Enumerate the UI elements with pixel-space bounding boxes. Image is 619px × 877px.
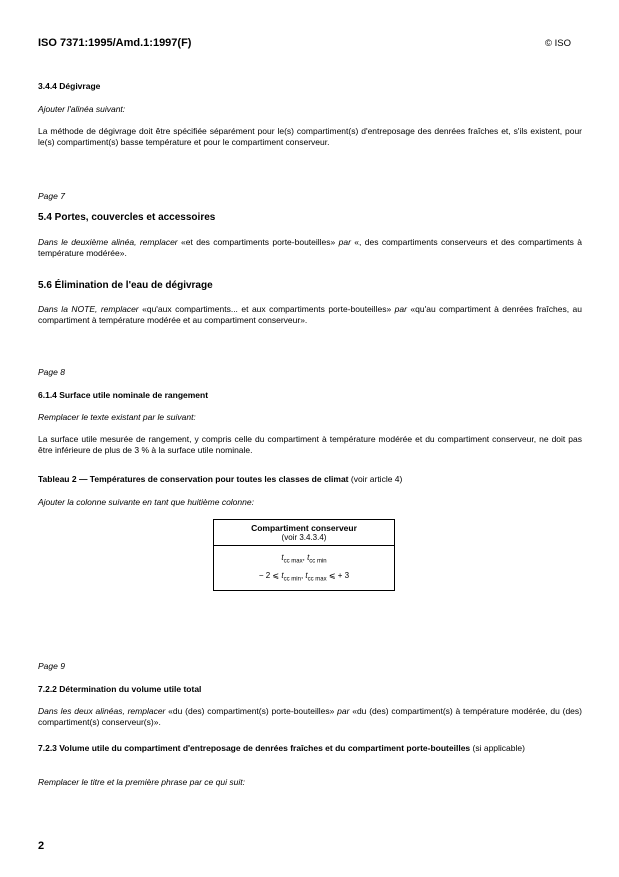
section-6-1-4-heading: 6.1.4 Surface utile nominale de rangement bbox=[38, 390, 209, 400]
section-5-6-instr-a: Dans la NOTE, remplacer bbox=[38, 304, 139, 314]
section-7-2-2-body bbox=[38, 706, 582, 728]
page-9-label: Page 9 bbox=[38, 661, 65, 671]
section-7-2-2-instr-b: par bbox=[337, 706, 350, 716]
section-5-6-body bbox=[38, 304, 582, 326]
t-symbol: t bbox=[305, 570, 308, 580]
table-2-caption bbox=[38, 474, 402, 484]
section-6-1-4-instruction: Remplacer le texte existant par le suivant: bbox=[38, 412, 196, 422]
section-5-4-quote-a: «et des compartiments porte-bouteilles» bbox=[177, 237, 339, 247]
section-3-4-4-heading: 3.4.4 Dégivrage bbox=[38, 81, 101, 91]
section-5-4-heading: 5.4 Portes, couvercles et accessoires bbox=[38, 212, 216, 223]
condition-left: − 2 ⩽ bbox=[258, 570, 282, 580]
section-7-2-3-suffix: (si applicable) bbox=[470, 743, 525, 753]
separator: , bbox=[302, 553, 308, 562]
section-5-4-instr-b: par bbox=[338, 237, 351, 247]
separator: , bbox=[300, 570, 306, 580]
section-5-4-instr-a: Dans le deuxième alinéa, remplacer bbox=[38, 237, 178, 247]
section-7-2-2-heading: 7.2.2 Détermination du volume utile total bbox=[38, 684, 202, 694]
new-column-table bbox=[213, 519, 395, 591]
section-7-2-3-instruction: Remplacer le titre et la première phrase par ce qui suit: bbox=[38, 777, 245, 787]
copyright-notice: © ISO bbox=[544, 38, 571, 49]
page-number: 2 bbox=[38, 840, 45, 852]
temperature-symbols bbox=[214, 551, 394, 569]
section-7-2-3-heading: 7.2.3 Volume utile du compartiment d'entreposage de denrées fraîches et du compartiment porte-bouteilles bbox=[38, 743, 471, 753]
section-5-6-instr-b: par bbox=[394, 304, 407, 314]
sub-cc-min: cc min bbox=[283, 576, 301, 583]
table-2-ref: (voir article 4) bbox=[348, 474, 403, 484]
t-symbol: t bbox=[281, 570, 284, 580]
section-5-6-heading: 5.6 Élimination de l'eau de dégivrage bbox=[38, 280, 213, 291]
page-7-label: Page 7 bbox=[38, 191, 65, 201]
document-id: ISO 7371:1995/Amd.1:1997(F) bbox=[38, 37, 192, 49]
sub-cc-max: cc max bbox=[283, 558, 303, 565]
section-3-4-4-body: La méthode de dégivrage doit être spécifiée séparément pour le(s) compartiment(s) d'entreposage des denrées fraîches et, s'ils existent, pour le(s) compartiment(s) basse température et pour le compartiment conserveur. bbox=[38, 126, 582, 147]
temperature-condition bbox=[214, 569, 394, 587]
section-7-2-2-quote-b: «du (des) compartiment(s) à température modérée, du (des) compartiment(s) conserveur(s)». bbox=[38, 706, 582, 727]
section-7-2-2-quote-a: «du (des) compartiment(s) porte-bouteilles» bbox=[165, 706, 338, 716]
t-symbol: t bbox=[281, 553, 284, 562]
section-5-4-body bbox=[38, 237, 582, 259]
table-header-cell bbox=[214, 520, 394, 546]
section-5-6-quote-b: «qu'au compartiment à denrées fraîches, au compartiment à température modérée et au compartiment conserveur». bbox=[38, 304, 582, 325]
t-symbol: t bbox=[307, 553, 310, 562]
sub-cc-max: cc max bbox=[307, 576, 327, 583]
section-3-4-4-instruction: Ajouter l'alinéa suivant: bbox=[38, 104, 126, 114]
table-body-cell bbox=[214, 546, 394, 590]
section-5-6-quote-a: «qu'aux compartiments... et aux compartiments porte-bouteilles» bbox=[138, 304, 395, 314]
section-5-4-quote-b: «, des compartiments conserveurs et des compartiments à température modérée». bbox=[38, 237, 582, 258]
section-7-2-3-heading-block bbox=[38, 743, 582, 754]
sub-cc-min: cc min bbox=[309, 558, 327, 565]
section-7-2-2-instr-a: Dans les deux alinéas, remplacer bbox=[38, 706, 166, 716]
table-2-title: Tableau 2 — Températures de conservation pour toutes les classes de climat bbox=[38, 474, 349, 484]
section-6-1-4-body: La surface utile mesurée de rangement, y compris celle du compartiment à température modérée et du compartiment conserveur, ne doit pas être inférieure de plus de 3 % à la surface utile nominale. bbox=[38, 434, 582, 455]
table-2-instruction: Ajouter la colonne suivante en tant que huitième colonne: bbox=[38, 497, 254, 507]
page-8-label: Page 8 bbox=[38, 367, 65, 377]
column-title: Compartiment conserveur bbox=[251, 523, 357, 533]
column-ref: (voir 3.4.3.4) bbox=[281, 533, 327, 542]
condition-right: ⩽ + 3 bbox=[326, 570, 350, 580]
